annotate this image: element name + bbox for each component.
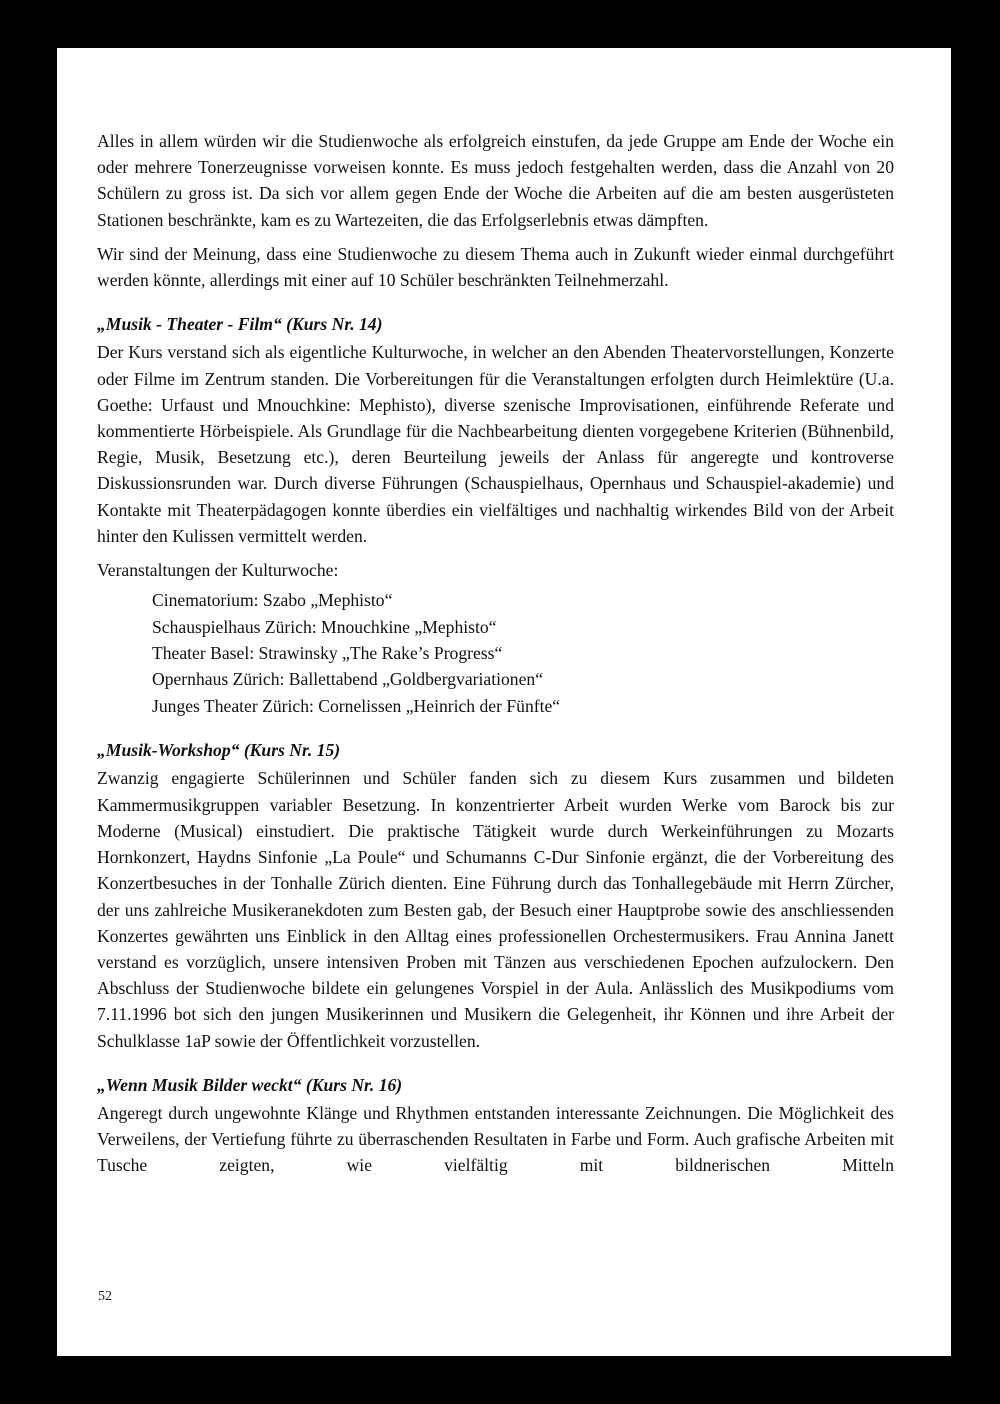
intro-paragraph-2: Wir sind der Meinung, dass eine Studienwoche zu diesem Thema auch in Zukunft wieder einmal durchgeführt werden könnte, allerdings mit einer auf 10 Schüler beschränkten Teilnehmerzahl.: [97, 243, 894, 291]
section-15-paragraph: Zwanzig engagierte Schülerinnen und Schüler fanden sich zu diesem Kurs zusammen und bildeten Kammermusikgruppen variabler Besetzung. In konzentrierter Arbeit wurden Werke vom Barock bis zur Moderne (Musical) einstudiert. Die praktische Tätigkeit wurde durch Werkeinführungen zu Mozarts Hornkonzert, Haydns Sinfonie „La Poule“ und Schumanns C-Dur Sinfonie ergänzt, die der Vorbereitung des Konzertbesuches in der Tonhalle Zürich dienten. Eine Führung durch das Tonhallegebäude mit Herrn Zürcher, der uns zahlreiche Musikeranekdoten zum Besten gab, der Besuch einer Hauptprobe sowie des anschliessenden Konzertes gewährten uns Einblick in den Alltag eines professionellen Orchestermusikers. Frau Annina Janett verstand es vorzüglich, unsere intensiven Proben mit Tänzen aus verschiedenen Epochen aufzulockern. Den Abschluss der Studienwoche bildete ein gelungenes Vorspiel in der Aula. Anlässlich des Musikpodiums vom 7.11.1996 bot sich den jungen Musikerinnen und Musikern die Gelegenheit, ihr Können und ihre Arbeit der Schulklasse 1aP sowie der Öffentlichkeit vorzustellen.: [97, 768, 894, 1051]
section-15-heading: „Musik-Workshop“ (Kurs Nr. 15): [97, 740, 341, 761]
page-number: 52: [98, 1289, 112, 1304]
section-14-paragraph: Der Kurs verstand sich als eigentliche Kulturwoche, in welcher an den Abenden Theatervorstellungen, Konzerte oder Filme im Zentrum standen. Die Vorbereitungen für die Veranstaltungen erfolgten durch Heimlektüre (U.a. Goethe: Urfaust und Mnouchkine: Mephisto), diverse szenische Improvisationen, einführende Referate und kommentierte Hörbeispiele. Als Grundlage für die Nachbearbeitung dienten vorgegebene Kriterien (Bühnenbild, Regie, Musik, Besetzung etc.), deren Beurteilung jeweils der Anlass für angeregte und kontroverse Diskussionsrunden war. Durch diverse Führungen (Schauspielhaus, Opernhaus und Schauspiel-akademie) und Kontakte mit Theaterpädagogen konnte überdies ein vielfältiges und nachhaltig wirkendes Bild von der Arbeit hinter den Kulissen vermittelt werden.: [97, 342, 894, 546]
section-14-heading: „Musik - Theater - Film“ (Kurs Nr. 14): [97, 314, 383, 335]
event-item: Theater Basel: Strawinsky „The Rake’s Progress“: [152, 643, 503, 664]
section-16-heading: „Wenn Musik Bilder weckt“ (Kurs Nr. 16): [97, 1074, 403, 1095]
document-page: [57, 48, 951, 1356]
intro-paragraph-1: Alles in allem würden wir die Studienwoche als erfolgreich einstufen, da jede Gruppe am Ende der Woche ein oder mehrere Tonerzeugnisse vorweisen konnte. Es muss jedoch festgehalten werden, dass die Anzahl von 20 Schülern zu gross ist. Da sich vor allem gegen Ende der Woche die Arbeiten auf die am besten ausgerüsteten Stationen beschränkte, kam es zu Wartezeiten, die das Erfolgserlebnis etwas dämpften.: [97, 131, 894, 230]
section-16-paragraph: Angeregt durch ungewohnte Klänge und Rhythmen entstanden interessante Zeichnungen. Die Möglichkeit des Verweilens, der Vertiefung führte zu überraschenden Resultaten in Farbe und Form. Auch grafische Arbeiten mit Tusche zeigten, wie vielfältig mit bildnerischen Mitteln: [97, 1102, 894, 1176]
page-content: [97, 128, 894, 1187]
section-14-events-label: Veranstaltungen der Kulturwoche:: [97, 560, 339, 581]
event-item: Schauspielhaus Zürich: Mnouchkine „Mephisto“: [152, 616, 497, 637]
event-item: Cinematorium: Szabo „Mephisto“: [152, 590, 393, 611]
section-14-events-list: [152, 587, 894, 719]
event-item: Junges Theater Zürich: Cornelissen „Heinrich der Fünfte“: [152, 695, 561, 716]
event-item: Opernhaus Zürich: Ballettabend „Goldbergvariationen“: [152, 669, 543, 690]
